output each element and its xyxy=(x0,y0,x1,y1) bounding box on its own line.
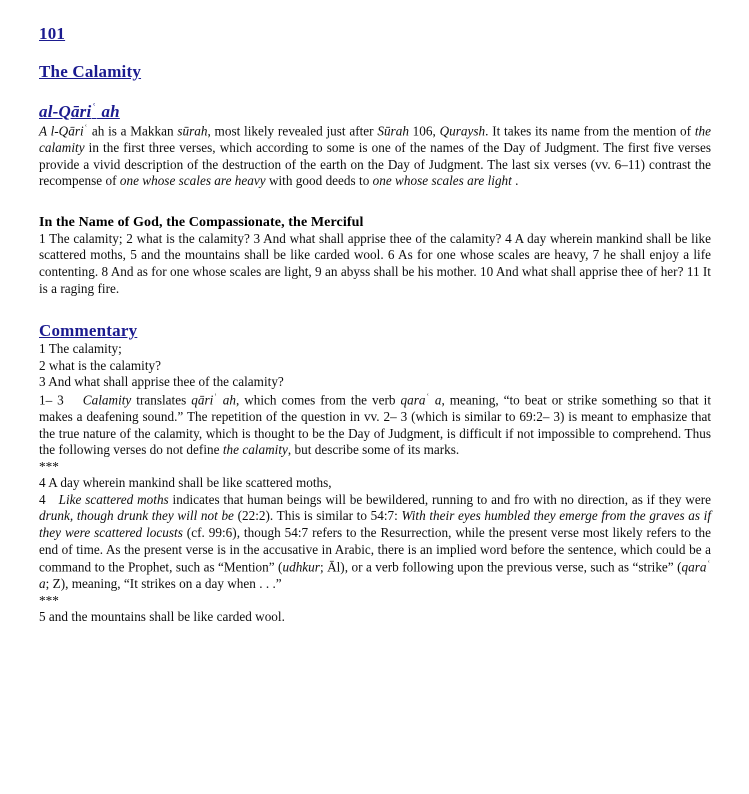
note13-italic-9: the calamity xyxy=(222,442,288,458)
ayn-glyph-title: ʿ xyxy=(91,101,97,116)
page-content xyxy=(39,24,711,626)
commentary-verse-2: 2 what is the calamity? xyxy=(39,357,162,373)
chapter-number-row xyxy=(39,24,711,44)
intro-italic-1: A l-Qāri xyxy=(39,123,84,139)
intro-italic-13: one whose scales are light xyxy=(372,173,512,189)
note4-italic-5: With their eyes humbled they emerge from the graves as if they were scattered locusts xyxy=(39,508,711,541)
commentary-heading-row xyxy=(39,321,711,341)
intro-italic-7: Quraysh xyxy=(439,123,486,139)
surah-title: The Calamity xyxy=(39,62,142,81)
note4-text-4: (22:2). This is similar to 54:7: xyxy=(233,508,402,524)
commentary-verse-1: 1 The calamity; xyxy=(39,341,122,357)
commentary-heading: Commentary xyxy=(39,321,138,341)
intro-italic-5: Sūrah xyxy=(377,123,409,139)
note4-italic-1: Like scattered moths xyxy=(58,491,169,507)
basmala-row xyxy=(39,213,711,231)
note4-text-11: ; Z), meaning, “It strikes on a day when . . .” xyxy=(45,576,282,592)
verses-block: 1 The calamity; 2 what is the calamity? 3 And what shall apprise thee of the calamity? 4 A day wherein mankind shall be like scattered moths, 5 and the mountains shall be like carded wool. 6 As for one whose scales are heavy, 7 he shall enjoy a life contenting. 8 And as for one whose scales are light, 9 an abyss shall be his mother. 10 And what shall apprise thee of her? 11 It is a raging fire. xyxy=(39,230,711,296)
intro-text-6: 106, xyxy=(408,123,440,139)
note13-text-5: , which comes from the verb xyxy=(235,392,401,408)
note13-italic-6: qara xyxy=(400,392,426,408)
commentary-note-1-3 xyxy=(39,391,711,459)
note4-italic-10: a xyxy=(39,576,46,592)
note4-text-2: indicates that human beings will be bewildered, running to and fro with no direction, as if they were xyxy=(168,491,712,507)
commentary-verse-3: 3 And what shall apprise thee of the calamity? xyxy=(39,374,284,390)
note4-text-8: ; Āl), or a verb following upon the previous verse, such as “strike” ( xyxy=(319,559,682,575)
intro-text-4: , most likely revealed just after xyxy=(207,123,378,139)
intro-italic-3: sūrah xyxy=(177,123,208,139)
note4-italic-9: qara xyxy=(681,559,707,575)
chapter-number: 101 xyxy=(39,24,66,43)
note4-italic-7: udhkur xyxy=(282,559,320,575)
note13-text-8: , meaning, “to beat or strike something so that it makes a deafening sound.” The repetition of the question in vv. 2– 3 (which is similar to 69:2– 3) is meant to emphasize that the true nature of the calamity, which is thought to be the Day of Judgment, is difficult if not impossible to comprehend. Thus the following verses do not define xyxy=(39,392,712,458)
note-marker-1-3: 1– 3 xyxy=(39,392,64,408)
note13-italic-4: ah xyxy=(217,392,236,408)
ayn-glyph-qaraa-2: ʿ xyxy=(707,560,711,572)
intro-italic-11: one whose scales are heavy xyxy=(119,173,266,189)
note13-italic-3: qāri xyxy=(191,392,214,408)
commentary-verse-5: 5 and the mountains shall be like carded wool. xyxy=(39,609,285,625)
introduction-paragraph xyxy=(39,122,711,190)
translit-part-2: ah xyxy=(97,102,120,122)
basmala-heading: In the Name of God, the Compassionate, the Merciful xyxy=(39,214,364,230)
intro-text-8: . It takes its name from the mention of xyxy=(485,123,695,139)
section-separator-1: *** xyxy=(39,458,59,474)
intro-text-2: ah is a Makkan xyxy=(88,123,178,139)
note13-text-10: , but describe some of its marks. xyxy=(287,442,460,458)
translit-part-1: al-Qāri xyxy=(39,102,92,122)
commentary-verse-4: 4 A day wherein mankind shall be like scattered moths, xyxy=(39,475,332,491)
note4-italic-3: drunk, though drunk they will not be xyxy=(39,508,234,524)
commentary-note-4 xyxy=(39,492,711,593)
intro-italic-9: the calamity xyxy=(39,123,711,156)
surah-transliteration-row xyxy=(39,99,711,122)
intro-text-12: with good deeds to xyxy=(265,173,373,189)
ayn-glyph-qaraa: ʿ xyxy=(425,393,430,405)
intro-text-10: in the first three verses, which according to some is one of the names of the Day of Judgment. The first five verses provide a vivid description of the destruction of the earth on the Day of Judgment. The last six verses (vv. 6–11) contrast the recompense of xyxy=(39,140,711,189)
ayn-glyph-intro: ʿ xyxy=(84,124,88,136)
intro-text-14: . xyxy=(511,173,519,189)
surah-transliteration xyxy=(39,99,120,122)
surah-title-row xyxy=(39,62,711,82)
note13-text-2: translates xyxy=(131,392,192,408)
note13-italic-7: a xyxy=(429,392,442,408)
note-marker-4: 4 xyxy=(39,491,46,507)
note13-italic-1: Calamity xyxy=(82,392,132,408)
ayn-glyph-qariah: ʿ xyxy=(213,393,218,405)
note4-text-6: (cf. 99:6), though 54:7 refers to the Resurrection, while the present verse most likely refers to the end of time. As the present verse is in the accusative in Arabic, there is an implied word before the sentence, which could be a command to the Prophet, such as “Mention” ( xyxy=(39,525,711,575)
section-separator-2: *** xyxy=(39,592,59,608)
